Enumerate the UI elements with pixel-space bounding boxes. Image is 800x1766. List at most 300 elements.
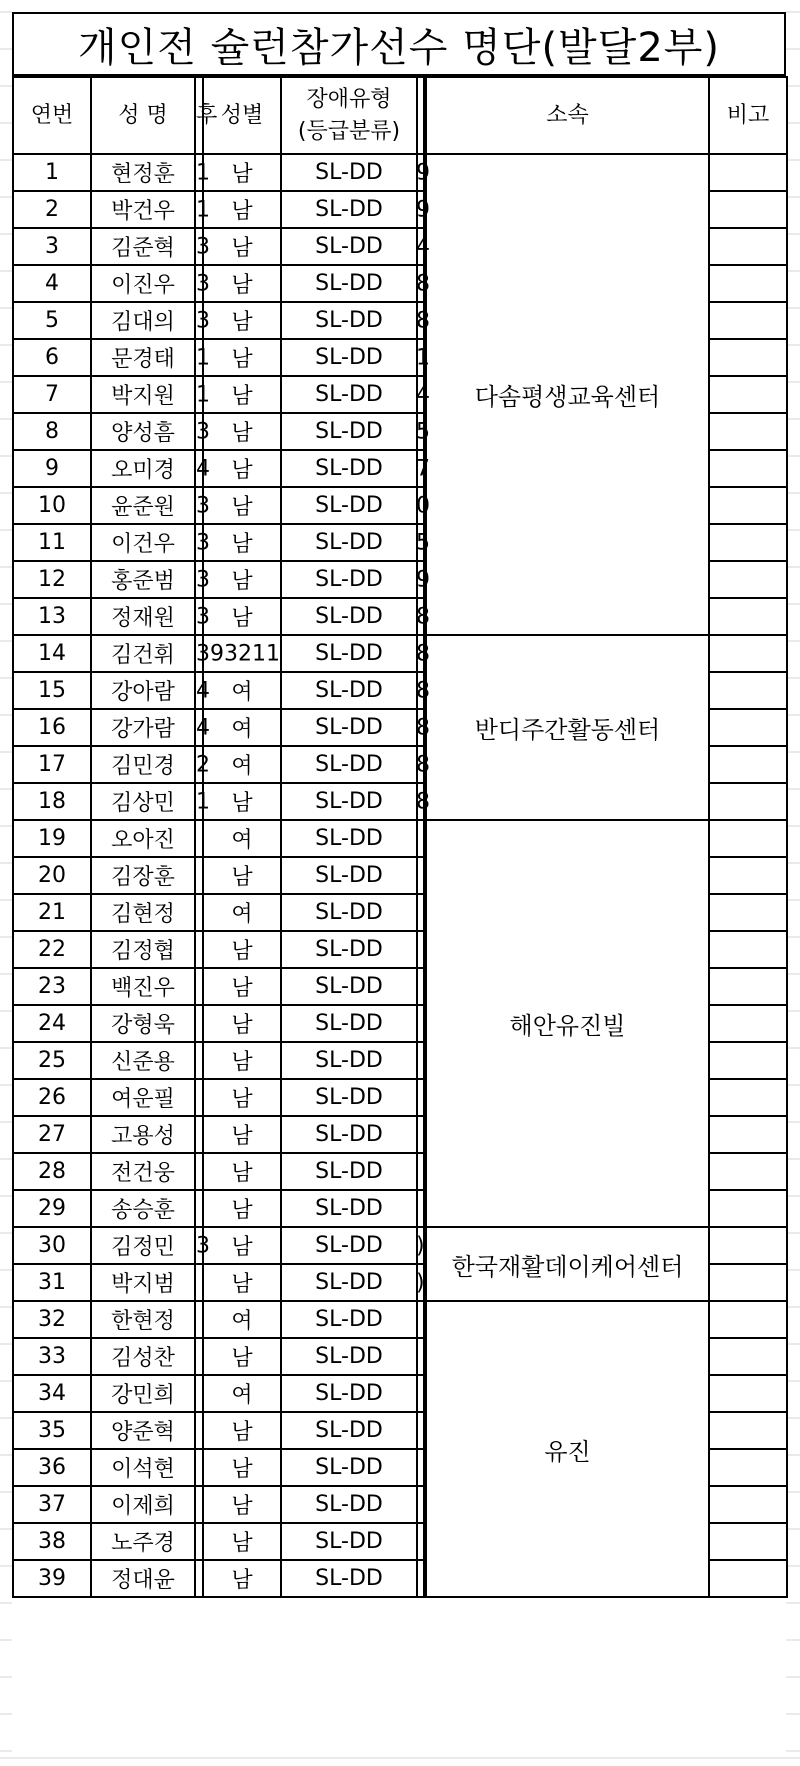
row-no-cell: 4 xyxy=(13,265,91,302)
row-name-cell: 김민경 xyxy=(91,746,195,783)
row-no-cell: 36 xyxy=(13,1449,91,1486)
row-class-cell: SL-DD xyxy=(281,746,417,783)
row-name-cell: 정대윤 xyxy=(91,1560,195,1597)
row-name-cell: 김건휘 xyxy=(91,635,195,672)
row-gender-cell: 남 xyxy=(203,1412,281,1449)
row-class-cell: SL-DD xyxy=(281,635,417,672)
row-birth-cell xyxy=(195,450,210,487)
row-phone-cell xyxy=(416,265,430,302)
row-birth-value: 4 xyxy=(196,456,210,481)
row-name-cell: 양성흠 xyxy=(91,413,195,450)
row-phone-cell xyxy=(417,1116,425,1153)
row-remarks-cell xyxy=(709,1523,787,1560)
row-no-cell: 34 xyxy=(13,1375,91,1412)
row-phone-value: 0 xyxy=(416,493,430,518)
row-no-cell: 8 xyxy=(13,413,91,450)
row-gender-cell: 남 xyxy=(203,339,281,376)
row-birth-value: 3 xyxy=(196,271,210,296)
affiliation-cell: 반디주간활동센터 xyxy=(425,635,709,820)
row-class-cell: SL-DD xyxy=(281,1412,417,1449)
row-no-cell: 13 xyxy=(13,598,91,635)
row-phone-cell xyxy=(416,191,430,228)
row-phone-cell xyxy=(417,931,425,968)
row-birth-cell xyxy=(195,1560,203,1597)
row-phone-value: 8 xyxy=(416,308,430,333)
row-phone-cell xyxy=(417,1338,425,1375)
row-phone-cell xyxy=(416,228,430,265)
row-birth-cell xyxy=(195,672,210,709)
row-no-cell: 20 xyxy=(13,857,91,894)
row-birth-cell xyxy=(195,1153,203,1190)
row-class-cell: SL-DD xyxy=(281,598,417,635)
row-remarks-cell xyxy=(709,524,787,561)
row-class-cell: SL-DD xyxy=(281,1116,417,1153)
row-phone-value: ) xyxy=(416,1233,425,1258)
header-disability: 장애유형 (등급분류) xyxy=(281,77,417,154)
row-no-cell: 6 xyxy=(13,339,91,376)
table-row xyxy=(13,1227,787,1264)
row-phone-value: 4 xyxy=(416,382,430,407)
row-gender-cell: 여 xyxy=(203,820,281,857)
row-remarks-cell xyxy=(709,228,787,265)
row-no-cell: 7 xyxy=(13,376,91,413)
row-name-cell: 강아람 xyxy=(91,672,195,709)
row-remarks-cell xyxy=(709,1116,787,1153)
row-name-cell: 강형욱 xyxy=(91,1005,195,1042)
row-phone-cell xyxy=(417,1227,425,1264)
row-remarks-cell xyxy=(709,561,787,598)
roster-table xyxy=(12,76,788,1598)
row-no-cell: 31 xyxy=(13,1264,91,1301)
row-no-cell: 24 xyxy=(13,1005,91,1042)
row-class-cell: SL-DD xyxy=(281,968,417,1005)
row-birth-cell xyxy=(195,746,210,783)
row-phone-value: 4 xyxy=(416,234,430,259)
row-name-cell: 한현정 xyxy=(91,1301,195,1338)
row-name-cell: 김정협 xyxy=(91,931,195,968)
row-name-cell: 강가람 xyxy=(91,709,195,746)
row-class-cell: SL-DD xyxy=(281,1227,417,1264)
row-phone-value: 8 xyxy=(416,271,430,296)
row-class-cell: SL-DD xyxy=(281,228,417,265)
row-birth-cell xyxy=(195,191,210,228)
row-phone-cell xyxy=(416,561,430,598)
row-gender-cell: 남 xyxy=(203,450,281,487)
row-gender-cell: 여 xyxy=(203,709,281,746)
row-birth-cell xyxy=(195,413,210,450)
row-name-cell: 백진우 xyxy=(91,968,195,1005)
row-no-cell: 10 xyxy=(13,487,91,524)
row-birth-cell xyxy=(195,524,210,561)
row-phone-cell xyxy=(417,968,425,1005)
row-gender-cell: 남 xyxy=(203,1338,281,1375)
row-phone-cell xyxy=(417,894,425,931)
row-birth-cell xyxy=(195,820,203,857)
row-phone-cell xyxy=(416,302,430,339)
row-remarks-cell xyxy=(709,672,787,709)
header-name: 성 명 xyxy=(91,77,195,154)
row-class-cell: SL-DD xyxy=(281,487,417,524)
row-phone-cell xyxy=(417,1375,425,1412)
row-gender-cell: 남 xyxy=(203,1116,281,1153)
row-phone-cell xyxy=(416,524,430,561)
row-remarks-cell xyxy=(709,339,787,376)
row-remarks-cell xyxy=(709,154,787,191)
row-birth-cell xyxy=(195,376,210,413)
row-birth-value: 1 xyxy=(196,382,210,407)
row-no-cell: 27 xyxy=(13,1116,91,1153)
row-birth-cell xyxy=(195,635,280,672)
row-name-cell: 문경태 xyxy=(91,339,195,376)
row-phone-value: 8 xyxy=(416,641,430,666)
row-no-cell: 15 xyxy=(13,672,91,709)
row-class-cell: SL-DD xyxy=(281,154,417,191)
row-birth-cell xyxy=(195,339,210,376)
row-birth-cell xyxy=(195,1301,203,1338)
row-no-cell: 22 xyxy=(13,931,91,968)
row-birth-value: 1 xyxy=(196,345,210,370)
row-gender-cell: 남 xyxy=(203,857,281,894)
row-gender-cell: 남 xyxy=(203,1264,281,1301)
row-no-cell: 5 xyxy=(13,302,91,339)
row-remarks-cell xyxy=(709,1375,787,1412)
row-name-cell: 김정민 xyxy=(91,1227,195,1264)
row-name-cell: 김대의 xyxy=(91,302,195,339)
row-class-cell: SL-DD xyxy=(281,1264,417,1301)
row-class-cell: SL-DD xyxy=(281,1005,417,1042)
row-gender-cell: 남 xyxy=(203,302,281,339)
row-birth-value: 393211 xyxy=(196,641,280,666)
row-remarks-cell xyxy=(709,931,787,968)
row-name-cell: 김현정 xyxy=(91,894,195,931)
row-class-cell: SL-DD xyxy=(281,450,417,487)
row-remarks-cell xyxy=(709,709,787,746)
row-gender-cell: 남 xyxy=(203,598,281,635)
row-phone-value: 7 xyxy=(416,456,430,481)
row-phone-value: 8 xyxy=(416,752,430,777)
row-birth-cell xyxy=(195,1005,203,1042)
row-class-cell: SL-DD xyxy=(281,709,417,746)
row-no-cell: 35 xyxy=(13,1412,91,1449)
row-phone-cell xyxy=(417,1079,425,1116)
row-class-cell: SL-DD xyxy=(281,857,417,894)
row-phone-value: 1 xyxy=(416,345,430,370)
row-birth-cell xyxy=(195,1375,203,1412)
row-phone-cell xyxy=(417,1190,425,1227)
row-class-cell: SL-DD xyxy=(281,191,417,228)
row-phone-value: 8 xyxy=(416,678,430,703)
row-class-cell: SL-DD xyxy=(281,894,417,931)
row-phone-cell xyxy=(416,598,430,635)
row-gender-cell: 여 xyxy=(203,746,281,783)
row-remarks-cell xyxy=(709,1042,787,1079)
row-gender-cell: 남 xyxy=(203,1190,281,1227)
row-no-cell: 29 xyxy=(13,1190,91,1227)
row-remarks-cell xyxy=(709,1264,787,1301)
row-name-cell: 이진우 xyxy=(91,265,195,302)
row-name-cell: 오미경 xyxy=(91,450,195,487)
header-affiliation: 소속 xyxy=(425,77,709,154)
row-gender-cell: 남 xyxy=(203,1486,281,1523)
row-birth-cell xyxy=(195,1079,203,1116)
row-class-cell: SL-DD xyxy=(281,376,417,413)
row-class-cell: SL-DD xyxy=(281,1375,417,1412)
row-no-cell: 39 xyxy=(13,1560,91,1597)
row-phone-cell xyxy=(417,1486,425,1523)
row-remarks-cell xyxy=(709,1227,787,1264)
row-class-cell: SL-DD xyxy=(281,1560,417,1597)
row-class-cell: SL-DD xyxy=(281,1338,417,1375)
row-birth-cell xyxy=(195,1486,203,1523)
row-birth-cell xyxy=(195,1227,210,1264)
row-birth-cell xyxy=(195,265,210,302)
row-class-cell: SL-DD xyxy=(281,1153,417,1190)
row-no-cell: 37 xyxy=(13,1486,91,1523)
row-remarks-cell xyxy=(709,746,787,783)
row-remarks-cell xyxy=(709,1449,787,1486)
row-gender-cell: 여 xyxy=(203,894,281,931)
row-gender-cell: 남 xyxy=(203,1449,281,1486)
row-class-cell: SL-DD xyxy=(281,524,417,561)
row-remarks-cell xyxy=(709,1560,787,1597)
row-gender-cell: 남 xyxy=(203,968,281,1005)
row-gender-cell xyxy=(203,635,281,672)
row-birth-cell xyxy=(195,1116,203,1153)
row-class-cell: SL-DD xyxy=(281,265,417,302)
row-no-cell: 17 xyxy=(13,746,91,783)
row-class-cell: SL-DD xyxy=(281,820,417,857)
row-remarks-cell xyxy=(709,376,787,413)
row-remarks-cell xyxy=(709,450,787,487)
row-phone-cell xyxy=(416,450,430,487)
header-no: 연번 xyxy=(13,77,91,154)
row-birth-cell xyxy=(195,709,210,746)
row-name-cell: 강민희 xyxy=(91,1375,195,1412)
row-birth-cell xyxy=(195,1264,203,1301)
row-class-cell: SL-DD xyxy=(281,339,417,376)
row-phone-cell xyxy=(416,487,430,524)
row-remarks-cell xyxy=(709,635,787,672)
table-row xyxy=(13,154,787,191)
row-gender-cell: 남 xyxy=(203,1042,281,1079)
row-gender-cell: 여 xyxy=(203,672,281,709)
row-name-cell: 현정훈 xyxy=(91,154,195,191)
header-gender: 성별 xyxy=(203,77,281,154)
row-birth-cell xyxy=(195,968,203,1005)
row-name-cell: 홍준범 xyxy=(91,561,195,598)
row-name-cell: 송승훈 xyxy=(91,1190,195,1227)
table-row xyxy=(13,1301,787,1338)
row-gender-cell: 남 xyxy=(203,376,281,413)
header-birth: 후 xyxy=(195,77,203,154)
row-gender-cell: 남 xyxy=(203,524,281,561)
row-name-cell: 여운필 xyxy=(91,1079,195,1116)
row-phone-cell xyxy=(417,1523,425,1560)
row-gender-cell: 남 xyxy=(203,931,281,968)
row-remarks-cell xyxy=(709,783,787,820)
row-birth-cell xyxy=(195,783,210,820)
row-gender-cell: 남 xyxy=(203,1560,281,1597)
row-birth-cell xyxy=(195,894,203,931)
row-no-cell: 3 xyxy=(13,228,91,265)
row-no-cell: 18 xyxy=(13,783,91,820)
row-remarks-cell xyxy=(709,894,787,931)
row-gender-cell: 남 xyxy=(203,413,281,450)
row-class-cell: SL-DD xyxy=(281,931,417,968)
row-phone-cell xyxy=(417,1560,425,1597)
row-phone-value: ) xyxy=(416,1270,425,1295)
row-class-cell: SL-DD xyxy=(281,783,417,820)
row-class-cell: SL-DD xyxy=(281,1190,417,1227)
affiliation-cell: 다솜평생교육센터 xyxy=(425,154,709,635)
row-remarks-cell xyxy=(709,857,787,894)
row-phone-value: 5 xyxy=(416,530,430,555)
affiliation-cell: 해안유진빌 xyxy=(425,820,709,1227)
row-no-cell: 19 xyxy=(13,820,91,857)
row-class-cell: SL-DD xyxy=(281,302,417,339)
row-phone-cell xyxy=(417,1301,425,1338)
row-class-cell: SL-DD xyxy=(281,1449,417,1486)
row-name-cell: 이건우 xyxy=(91,524,195,561)
row-birth-value: 3 xyxy=(196,419,210,444)
row-no-cell: 33 xyxy=(13,1338,91,1375)
row-phone-cell xyxy=(417,820,425,857)
row-birth-value: 4 xyxy=(196,715,210,740)
row-gender-cell: 남 xyxy=(203,1227,281,1264)
row-phone-value: 8 xyxy=(416,715,430,740)
row-name-cell: 김성찬 xyxy=(91,1338,195,1375)
row-birth-value: 3 xyxy=(196,567,210,592)
row-no-cell: 28 xyxy=(13,1153,91,1190)
row-gender-cell: 남 xyxy=(203,561,281,598)
row-name-cell: 박지범 xyxy=(91,1264,195,1301)
row-no-cell: 2 xyxy=(13,191,91,228)
table-row xyxy=(13,635,787,672)
row-gender-cell: 남 xyxy=(203,228,281,265)
row-birth-cell xyxy=(195,1042,203,1079)
row-birth-value: 2 xyxy=(196,752,210,777)
row-birth-value: 3 xyxy=(196,308,210,333)
row-no-cell: 12 xyxy=(13,561,91,598)
row-class-cell: SL-DD xyxy=(281,1301,417,1338)
row-remarks-cell xyxy=(709,1079,787,1116)
row-phone-value: 5 xyxy=(416,419,430,444)
row-phone-cell xyxy=(416,339,430,376)
row-class-cell: SL-DD xyxy=(281,561,417,598)
row-no-cell: 11 xyxy=(13,524,91,561)
row-phone-cell xyxy=(416,376,430,413)
row-no-cell: 23 xyxy=(13,968,91,1005)
row-phone-value: 8 xyxy=(416,789,430,814)
row-gender-cell: 남 xyxy=(203,783,281,820)
row-birth-cell xyxy=(195,561,210,598)
row-remarks-cell xyxy=(709,968,787,1005)
row-phone-cell xyxy=(416,746,430,783)
row-birth-cell xyxy=(195,1449,203,1486)
row-name-cell: 김장훈 xyxy=(91,857,195,894)
row-phone-cell xyxy=(417,1264,425,1301)
row-remarks-cell xyxy=(709,265,787,302)
row-no-cell: 14 xyxy=(13,635,91,672)
row-no-cell: 26 xyxy=(13,1079,91,1116)
row-remarks-cell xyxy=(709,598,787,635)
header-remarks: 비고 xyxy=(709,77,787,154)
row-name-cell: 노주경 xyxy=(91,1523,195,1560)
row-name-cell: 양준혁 xyxy=(91,1412,195,1449)
row-gender-cell: 남 xyxy=(203,487,281,524)
row-remarks-cell xyxy=(709,487,787,524)
row-phone-value: 9 xyxy=(416,160,430,185)
row-remarks-cell xyxy=(709,1153,787,1190)
row-name-cell: 고용성 xyxy=(91,1116,195,1153)
row-class-cell: SL-DD xyxy=(281,1042,417,1079)
row-birth-value: 3 xyxy=(196,1233,210,1258)
row-class-cell: SL-DD xyxy=(281,1079,417,1116)
row-remarks-cell xyxy=(709,1338,787,1375)
row-no-cell: 38 xyxy=(13,1523,91,1560)
row-gender-cell: 남 xyxy=(203,265,281,302)
row-name-cell: 이제희 xyxy=(91,1486,195,1523)
row-birth-cell xyxy=(195,1190,203,1227)
row-phone-value: 8 xyxy=(416,604,430,629)
row-phone-cell xyxy=(416,672,430,709)
roster-sheet xyxy=(12,12,786,1751)
row-phone-cell xyxy=(416,635,430,672)
row-gender-cell: 남 xyxy=(203,154,281,191)
row-phone-cell xyxy=(416,413,430,450)
row-phone-cell xyxy=(417,1449,425,1486)
row-phone-cell xyxy=(416,709,430,746)
row-birth-value: 1 xyxy=(196,789,210,814)
row-birth-cell xyxy=(195,1523,203,1560)
row-no-cell: 30 xyxy=(13,1227,91,1264)
row-name-cell: 김상민 xyxy=(91,783,195,820)
row-gender-cell: 남 xyxy=(203,191,281,228)
row-class-cell: SL-DD xyxy=(281,1486,417,1523)
header-phone xyxy=(417,77,425,154)
row-remarks-cell xyxy=(709,1301,787,1338)
row-phone-cell xyxy=(417,1412,425,1449)
row-remarks-cell xyxy=(709,1005,787,1042)
row-phone-cell xyxy=(416,783,430,820)
row-gender-cell: 남 xyxy=(203,1005,281,1042)
row-name-cell: 정재원 xyxy=(91,598,195,635)
row-birth-value: 1 xyxy=(196,160,210,185)
row-remarks-cell xyxy=(709,1412,787,1449)
row-gender-cell: 여 xyxy=(203,1375,281,1412)
row-name-cell: 전건웅 xyxy=(91,1153,195,1190)
row-birth-value: 1 xyxy=(196,197,210,222)
row-birth-value: 3 xyxy=(196,234,210,259)
row-remarks-cell xyxy=(709,413,787,450)
row-gender-cell: 남 xyxy=(203,1153,281,1190)
row-birth-cell xyxy=(195,857,203,894)
row-remarks-cell xyxy=(709,191,787,228)
row-gender-cell: 남 xyxy=(203,1079,281,1116)
row-birth-cell xyxy=(195,1412,203,1449)
row-class-cell: SL-DD xyxy=(281,413,417,450)
row-remarks-cell xyxy=(709,1190,787,1227)
row-class-cell: SL-DD xyxy=(281,1523,417,1560)
table-row xyxy=(13,820,787,857)
row-phone-cell xyxy=(417,857,425,894)
row-gender-cell: 남 xyxy=(203,1523,281,1560)
row-birth-cell xyxy=(195,1338,203,1375)
row-no-cell: 21 xyxy=(13,894,91,931)
row-name-cell: 박지원 xyxy=(91,376,195,413)
row-no-cell: 1 xyxy=(13,154,91,191)
row-birth-value: 4 xyxy=(196,678,210,703)
